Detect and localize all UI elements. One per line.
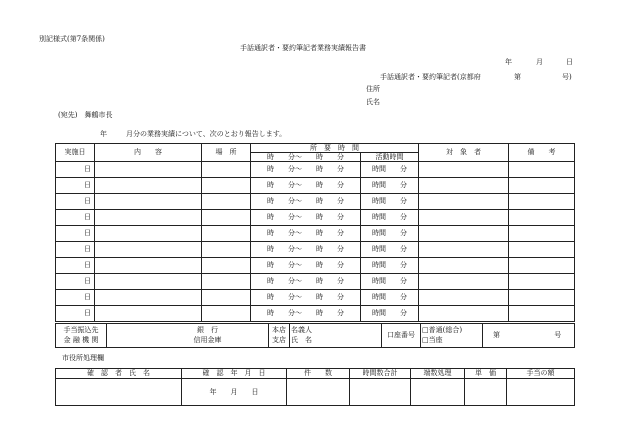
transfer-label-1: 手当振込先 — [63, 326, 99, 334]
bank-type-2: 信用金庫 — [193, 336, 222, 344]
row-time-range[interactable]: 時 分～ 時 分 — [251, 194, 361, 210]
row-place[interactable] — [202, 210, 251, 226]
row-remarks[interactable] — [509, 178, 575, 194]
table-row — [56, 162, 575, 178]
table-row — [56, 210, 575, 226]
row-content[interactable] — [95, 210, 202, 226]
office-unit-price-value[interactable] — [465, 379, 507, 406]
row-activity-time[interactable]: 時間 分 — [361, 210, 419, 226]
row-activity-time[interactable]: 時間 分 — [361, 274, 419, 290]
account-no-suffix: 号 — [554, 331, 562, 339]
row-time-range[interactable]: 時 分～ 時 分 — [251, 306, 361, 322]
office-header-allowance: 手当の額 — [507, 369, 575, 379]
row-target[interactable] — [419, 162, 509, 178]
row-date[interactable]: 日 — [56, 242, 95, 258]
row-place[interactable] — [202, 258, 251, 274]
row-remarks[interactable] — [509, 290, 575, 306]
row-target[interactable] — [419, 290, 509, 306]
branch-type-1: 本店 — [272, 326, 286, 334]
transfer-label-2: 金 融 機 関 — [63, 336, 99, 344]
office-header-total-hours: 時間数合計 — [350, 369, 411, 379]
row-target[interactable] — [419, 258, 509, 274]
holder-label-1: 名義人 — [291, 326, 312, 334]
table-row — [56, 178, 575, 194]
header-time-range: 時 分～ 時 分 — [251, 153, 361, 162]
table-row — [56, 258, 575, 274]
office-count-value[interactable] — [287, 379, 350, 406]
table-row — [56, 306, 575, 322]
row-activity-time[interactable]: 時間 分 — [361, 162, 419, 178]
row-content[interactable] — [95, 178, 202, 194]
account-type-1[interactable]: □普通(総合) — [422, 326, 463, 334]
row-time-range[interactable]: 時 分～ 時 分 — [251, 210, 361, 226]
row-place[interactable] — [202, 178, 251, 194]
row-remarks[interactable] — [509, 274, 575, 290]
date-day: 日 — [566, 58, 573, 66]
address-label: 住所 — [366, 85, 380, 93]
row-date[interactable]: 日 — [56, 274, 95, 290]
office-total-hours-value[interactable] — [350, 379, 411, 406]
account-type-2[interactable]: □当座 — [422, 336, 443, 344]
table-row — [56, 242, 575, 258]
intro-year: 年 — [100, 130, 107, 138]
office-header-rounding: 端数処理 — [411, 369, 465, 379]
reporter-no-label: 第 — [514, 73, 521, 81]
row-place[interactable] — [202, 242, 251, 258]
name-label: 氏名 — [366, 98, 380, 106]
row-content[interactable] — [95, 226, 202, 242]
office-table — [55, 368, 575, 406]
office-section-label: 市役所処理欄 — [62, 354, 104, 362]
account-no-prefix: 第 — [493, 331, 500, 339]
header-remarks: 備 考 — [509, 144, 575, 162]
row-time-range[interactable]: 時 分～ 時 分 — [251, 242, 361, 258]
row-target[interactable] — [419, 306, 509, 322]
row-content[interactable] — [95, 242, 202, 258]
row-time-range[interactable]: 時 分～ 時 分 — [251, 178, 361, 194]
account-no-label: 口座番号 — [382, 324, 421, 348]
bank-name-cell[interactable] — [107, 324, 269, 348]
office-rounding-value[interactable] — [411, 379, 465, 406]
row-target[interactable] — [419, 178, 509, 194]
row-date[interactable]: 日 — [56, 290, 95, 306]
bank-table — [55, 323, 575, 348]
row-place[interactable] — [202, 290, 251, 306]
date-year: 年 — [505, 58, 512, 66]
row-content[interactable] — [95, 194, 202, 210]
header-activity-time: 活動時間 — [361, 153, 419, 162]
holder-cell[interactable] — [290, 324, 382, 348]
row-date[interactable]: 日 — [56, 210, 95, 226]
row-time-range[interactable]: 時 分～ 時 分 — [251, 258, 361, 274]
row-date[interactable]: 日 — [56, 178, 95, 194]
row-activity-time[interactable]: 時間 分 — [361, 258, 419, 274]
office-header-count: 件 数 — [287, 369, 350, 379]
row-remarks[interactable] — [509, 306, 575, 322]
table-row — [56, 194, 575, 210]
header-content: 内 容 — [95, 144, 202, 162]
row-time-range[interactable]: 時 分～ 時 分 — [251, 290, 361, 306]
header-target: 対 象 者 — [419, 144, 509, 162]
row-content[interactable] — [95, 306, 202, 322]
row-activity-time[interactable]: 時間 分 — [361, 306, 419, 322]
row-remarks[interactable] — [509, 162, 575, 178]
row-date[interactable]: 日 — [56, 306, 95, 322]
row-place[interactable] — [202, 306, 251, 322]
form-label: 別記様式(第7条関係) — [39, 35, 105, 43]
row-remarks[interactable] — [509, 194, 575, 210]
intro-text: 月分の業務実績について、次のとおり報告します。 — [126, 130, 287, 138]
row-activity-time[interactable]: 時間 分 — [361, 242, 419, 258]
row-time-range[interactable]: 時 分～ 時 分 — [251, 274, 361, 290]
activity-table — [55, 143, 575, 322]
row-activity-time[interactable]: 時間 分 — [361, 226, 419, 242]
addressee: (宛先) 舞鶴市長 — [58, 111, 113, 119]
office-header-unit-price: 単 価 — [465, 369, 507, 379]
row-place[interactable] — [202, 226, 251, 242]
header-time-needed: 所 要 時 間 — [251, 144, 419, 153]
office-allowance-value[interactable] — [507, 379, 575, 406]
row-activity-time[interactable]: 時間 分 — [361, 178, 419, 194]
transfer-label-cell — [56, 324, 107, 348]
reporter-prefix: 手話通訳者・要約筆記者(京都府 — [380, 73, 481, 81]
table-row — [56, 290, 575, 306]
branch-type-2: 支店 — [272, 336, 286, 344]
date-month: 月 — [536, 58, 543, 66]
account-type-cell[interactable] — [421, 324, 483, 348]
row-target[interactable] — [419, 226, 509, 242]
row-remarks[interactable] — [509, 258, 575, 274]
row-content[interactable] — [95, 290, 202, 306]
row-place[interactable] — [202, 274, 251, 290]
row-content[interactable] — [95, 258, 202, 274]
row-remarks[interactable] — [509, 226, 575, 242]
office-date-value[interactable]: 年 月 日 — [182, 379, 287, 406]
row-place[interactable] — [202, 194, 251, 210]
bank-type-1: 銀 行 — [197, 326, 218, 334]
office-checker-value[interactable] — [56, 379, 182, 406]
row-activity-time[interactable]: 時間 分 — [361, 290, 419, 306]
row-content[interactable] — [95, 274, 202, 290]
row-remarks[interactable] — [509, 242, 575, 258]
row-activity-time[interactable]: 時間 分 — [361, 194, 419, 210]
row-target[interactable] — [419, 194, 509, 210]
row-date[interactable]: 日 — [56, 194, 95, 210]
row-content[interactable] — [95, 162, 202, 178]
row-target[interactable] — [419, 210, 509, 226]
reporter-no-suffix: 号) — [562, 73, 572, 81]
row-time-range[interactable]: 時 分～ 時 分 — [251, 226, 361, 242]
office-header-date: 確 認 年 月 日 — [182, 369, 287, 379]
branch-cell — [269, 324, 290, 348]
row-target[interactable] — [419, 242, 509, 258]
row-date[interactable]: 日 — [56, 226, 95, 242]
row-date[interactable]: 日 — [56, 162, 95, 178]
row-remarks[interactable] — [509, 210, 575, 226]
account-number-cell[interactable] — [483, 324, 575, 348]
page-title: 手話通訳者・要約筆記者業務実績報告書 — [240, 44, 366, 52]
row-target[interactable] — [419, 274, 509, 290]
header-date: 実施日 — [56, 144, 95, 162]
holder-label-2: 氏 名 — [291, 336, 312, 344]
table-row — [56, 274, 575, 290]
row-date[interactable]: 日 — [56, 258, 95, 274]
row-time-range[interactable]: 時 分～ 時 分 — [251, 162, 361, 178]
office-header-checker: 確 認 者 氏 名 — [56, 369, 182, 379]
header-place: 場 所 — [202, 144, 251, 162]
row-place[interactable] — [202, 162, 251, 178]
table-row — [56, 226, 575, 242]
